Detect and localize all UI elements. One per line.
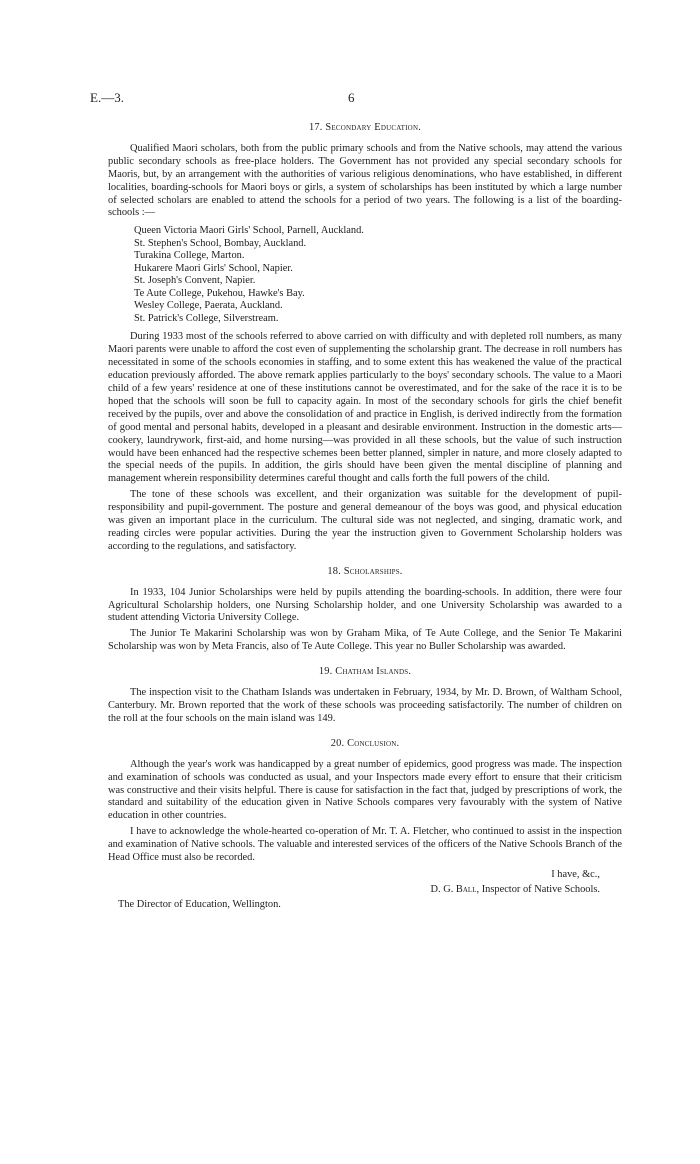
section-heading-conclusion [108, 738, 622, 751]
section-heading-secondary-education [108, 122, 622, 135]
section-title: Secondary Education. [325, 122, 421, 133]
paragraph: Although the year's work was handicapped by a great number of epidemics, good progress was made. The inspection and examination of schools was conducted as usual, and your Inspectors made every effort to ensure that their criticism was constructive and their visits helpful. There is cause for satisfaction in the fact that, judged by prescriptions of work, the standard and suitability of the education given in Native Schools compares very favourably with the system of Native education in other countries. [108, 758, 622, 822]
list-item: Wesley College, Paerata, Auckland. [134, 300, 283, 312]
list-item: St. Stephen's School, Bombay, Auckland. [134, 237, 307, 249]
section-heading-chatham-islands [108, 666, 622, 679]
paragraph: I have to acknowledge the whole-hearted co-operation of Mr. T. A. Fletcher, who continued to assist in the inspection and examination of Native schools. The valuable and interested services of the officers of the Native Schools Branch of the Head Office must also be recorded. [108, 826, 622, 864]
closing-line: I have, &c., [551, 868, 600, 880]
running-header [90, 90, 630, 106]
section-number: 20. [330, 737, 345, 749]
signatory-line [431, 884, 600, 897]
section-title: Scholarships. [343, 565, 403, 577]
page-number: 6 [348, 90, 355, 105]
list-item: St. Joseph's Convent, Napier. [134, 275, 256, 287]
list-item: Queen Victoria Maori Girls' School, Parnell, Auckland. [134, 225, 364, 237]
paragraph: Qualified Maori scholars, both from the public primary schools and from the Native schools, may attend the various public secondary schools as free-place holders. The Government has not provided any special secondary schools for Maoris, but, by an arrangement with the authorities of various religious denominations, who have established, in different localities, boarding-schools for Maori boys or girls, a system of scholarships has been instituted by which a large number of selected scholars are enabled to attend the schools for a period of two years. The following is a list of the boarding-schools :— [108, 142, 622, 219]
section-title: Conclusion. [347, 737, 400, 749]
paragraph: The Junior Te Makarini Scholarship was won by Graham Mika, of Te Aute College, and the Senior Te Makarini Scholarship was won by Meta Francis, also of Te Aute College. This year no Buller Scholarship was awarded. [108, 628, 622, 653]
paragraph: The inspection visit to the Chatham Islands was undertaken in February, 1934, by Mr. D. Brown, of Waltham School, Canterbury. Mr. Brown reported that the work of these schools was proceeding satisfactorily. The number of children on the roll at the four schools on the main island was 149. [108, 687, 622, 724]
section-title: Chatham Islands. [335, 666, 412, 678]
addressee: The Director of Education, Wellington. [118, 898, 281, 910]
signatory-role: Inspector of Native Schools. [481, 883, 600, 895]
list-item: Hukarere Maori Girls' School, Napier. [134, 262, 293, 274]
paragraph: The tone of these schools was excellent, and their organization was suitable for the development of pupil-responsibility and pupil-government. The posture and general demeanour of the boys was good, and physical education was given an important place in the curriculum. The cultural side was not neglected, and singing, dramatic work, and reading circles were popular activities. During the year the instruction given to Government Scholarship holders was according to the regulations, and satisfactory. [108, 489, 622, 552]
section-heading-scholarships [108, 566, 622, 579]
list-item: Turakina College, Marton. [134, 250, 245, 262]
signatory-name: D. G. Ball, [430, 883, 480, 895]
list-item: St. Patrick's College, Silverstream. [134, 312, 279, 324]
section-number: 17. [308, 122, 323, 133]
document-reference: E.—3. [90, 90, 124, 105]
boarding-school-list [108, 225, 622, 325]
section-number: 19. [318, 666, 333, 678]
document-body [108, 122, 622, 913]
signature-block [108, 869, 622, 913]
list-item: Te Aute College, Pukehou, Hawke's Bay. [134, 287, 305, 299]
paragraph: In 1933, 104 Junior Scholarships were held by pupils attending the boarding-schools. In addition, there were four Agricultural Scholarship holders, one Nursing Scholarship holder, and one University Scholarship was awarded to a student attending Victoria University College. [108, 586, 622, 624]
paragraph: During 1933 most of the schools referred to above carried on with difficulty and with depleted roll numbers, as many Maori parents were unable to afford the cost even of supplementing the scholarship grant. The decrease in roll numbers has necessitated in some of the schools economies in staffing, and to some extent this has weakened the value of the practical education previously afforded. The above remark applies particularly to the boys' secondary schools. The value to a Maori child of a few years' residence at one of these institutions cannot be overestimated, and for the sake of the race it is to be hoped that the schools will soon be full to capacity again. In most of the secondary schools for girls the chief benefit received by the pupils, over and above the consolidation of and practice in English, is derived indirectly from the formation of good mental and personal habits, developed in a pleasant and desirable environment. Instruction in the domestic arts—cookery, laundrywork, first-aid, and home nursing—was provided in all these schools, but the value of such instruction would have been enhanced had the respective schemes been better planned, simpler in nature, and more closely adapted to the special needs of the pupils. In addition, the girls should have been given the mental discipline of planning and management wherein responsibility determines careful thought and calls forth the full powers of the child. [108, 331, 622, 485]
section-number: 18. [327, 565, 341, 577]
